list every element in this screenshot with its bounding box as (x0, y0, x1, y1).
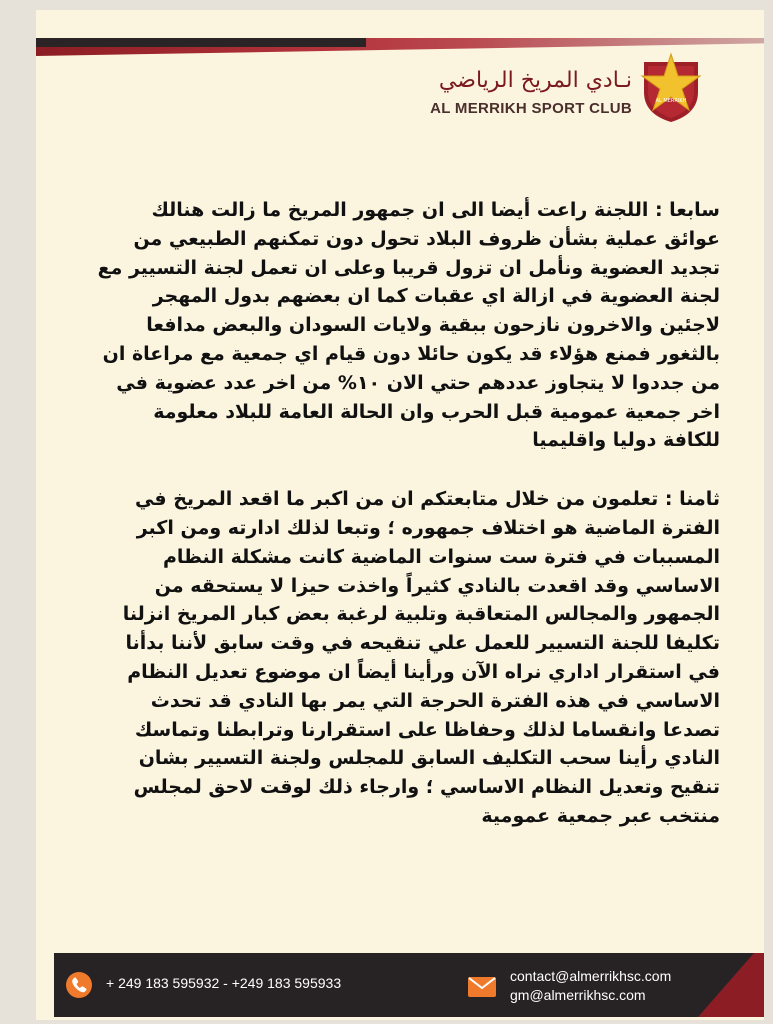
letterhead-page (36, 10, 764, 1020)
svg-text:AL MERRIKH: AL MERRIKH (655, 98, 687, 104)
club-name-english: AL MERRIKH SPORT CLUB (430, 100, 632, 117)
paragraph-eighth: ثامنا : تعلمون من خلال متابعتكم ان من اكبر ما اقعد المريخ في الفترة الماضية هو اختلاف جمهوره ؛ وتبعا لذلك ادارته ومن اكبر المسببات في فترة ست سنوات الماضية كانت مشكلة النظام الاساسي وقد اقعدت بالنادي كثيراً واخذت حيزا لا يستحقه من الجمهور والمجالس المتعاقبة وتلبية لرغبة بعض كبار المريخ انزلنا تكليفا للجنة التسيير للعمل علي تنقيحه في وقت سابق لأننا بدأنا في استقرار اداري نراه الآن ورأينا أيضاً ان موضوع تعديل النظام الاساسي في هذه الفترة الحرجة التي يمر بها النادي قد تحدث تصدعا وانقساما لذلك وحفاظا على استقرارنا وترابطنا وتماسك النادي رأينا سحب التكليف السابق للمجلس ولجنة التسيير بشان تنقيح وتعديل النظام الاساسي ؛ وارجاء ذلك لوقت لاحق لمجلس منتخب عبر جمعية عمومية (122, 488, 720, 827)
footer-phones: + 249 183 595932 - +249 183 595933 (106, 975, 342, 991)
email-contact[interactable]: contact@almerrikhsc.com (510, 968, 672, 984)
phone-icon (66, 972, 92, 998)
footer-emails (510, 967, 671, 1005)
club-name-arabic: نـادي المريخ الرياضي (438, 68, 632, 93)
mail-icon (468, 977, 496, 997)
letter-body (94, 196, 720, 831)
header-band-dark (36, 38, 366, 47)
paragraph-seventh: سابعا : اللجنة راعت أيضا الى ان جمهور المريخ ما زالت هنالك عوائق عملية بشأن ظروف البلاد تحول دون تمكنهم الطبيعي من تجديد العضوية ونأمل ان تزول قريبا وعلى ان تعمل لجنة التسيير مع لجنة العضوية في ازالة اي عقبات كما ان بعضهم بدول المهجر لاجئين والاخرون نازحون ببقية ولايات السودان والبعض مدافعا بالثغور فمنع هؤلاء قد يكون حائلا دون قيام اي جمعية مع مراعاة ان من جددوا لا يتجاوز عددهم حتي الان ١٠% من اخر عدد عضوية في اخر جمعية عمومية قبل الحرب وان الحالة العامة للبلاد معلومة للكافة دوليا واقليميا (97, 199, 720, 452)
club-crest-icon (636, 52, 706, 124)
email-gm[interactable]: gm@almerrikhsc.com (510, 987, 646, 1003)
